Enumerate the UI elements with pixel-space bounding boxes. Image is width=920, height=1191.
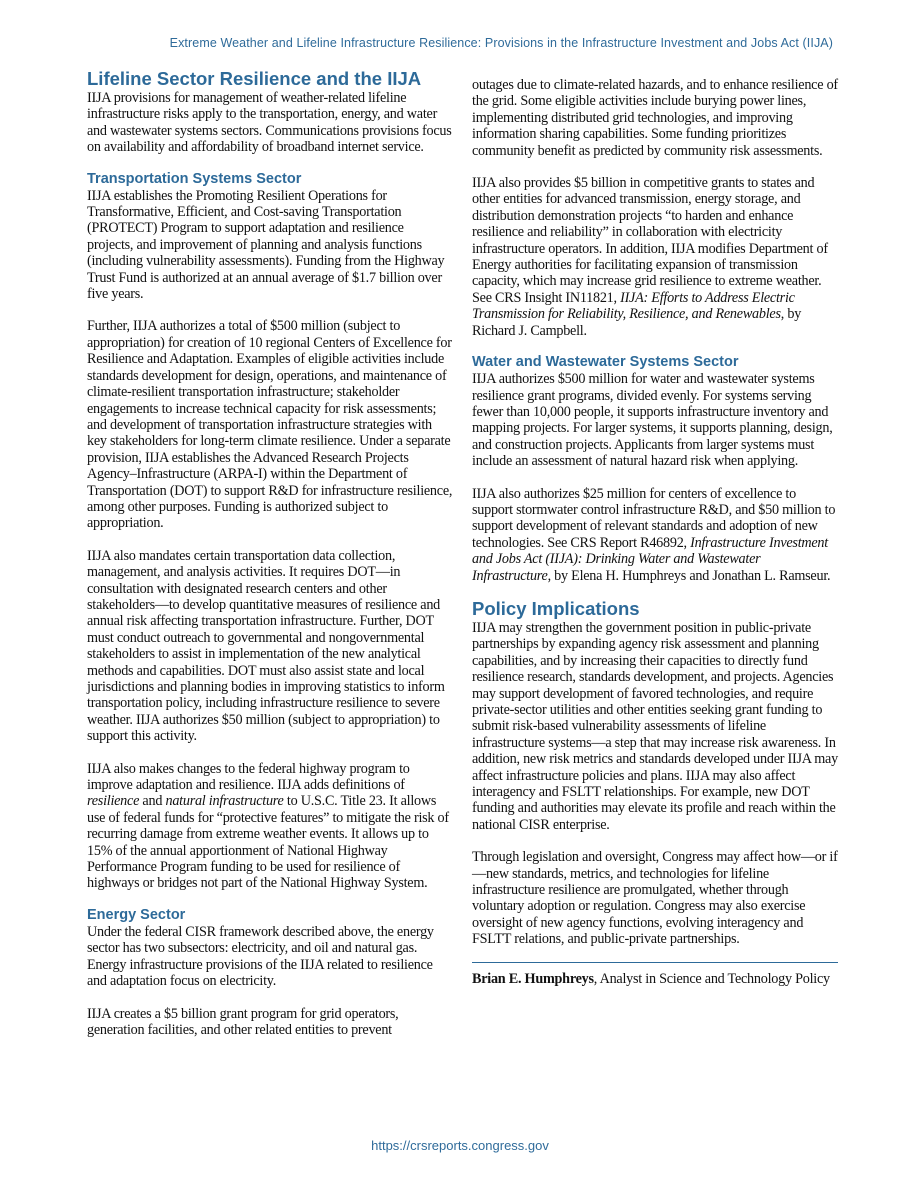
t4-text-a: IIJA also makes changes to the federal highway program to improve adaptation and resilience. IIJA adds definitions of <box>87 760 410 794</box>
policy-paragraph-2: Through legislation and oversight, Congress may affect how—or if—new standards, metrics, and technologies for lifeline infrastructure resilience are promulgated, whether through voluntary adoption or regulation. Congress may also exercise oversight of new agency functions, evolving interagency and FSLTT relations, and public-private partnerships. <box>472 849 838 948</box>
water-paragraph-1: IIJA authorizes $500 million for water and wastewater systems resilience grant programs, divided evenly. For systems serving fewer than 10,000 people, it supports infrastructure inventory and mapping projects. For larger systems, it supports planning, design, and construction projects. Applicants from larger systems must include an assessment of natural hazard risk when applying. <box>472 371 833 470</box>
w2-text-b: , by Elena H. Humphreys and Jonathan L. Ramseur. <box>547 567 831 584</box>
energy-paragraph-2: IIJA creates a $5 billion grant program for grid operators, generation facilities, and other related entities to prevent <box>87 1005 399 1038</box>
author-line <box>472 971 838 987</box>
t4-text-b: to U.S.C. Title 23. It allows use of federal funds for “protective features” to mitigate the risk of recurring damage from extreme weather events. It allows up to 15% of the annual apportionment of National Highway Performance Program funding to be used for resilience of highways or bridges not part of the National Highway System. <box>87 793 449 892</box>
author-divider <box>472 962 838 963</box>
water-paragraph-2 <box>472 486 838 584</box>
subheading-water: Water and Wastewater Systems Sector <box>472 354 739 371</box>
energy-paragraph-3 <box>472 175 838 339</box>
e3-insight-title: IIJA: Efforts to Address Electric Transmission for Reliability, Resilience, and Renewables <box>472 289 795 323</box>
footer-url-link[interactable]: https://crsreports.congress.gov <box>371 1138 549 1153</box>
transport-paragraph-2: Further, IIJA authorizes a total of $500 million (subject to appropriation) for creation of 10 regional Centers of Excellence for Resilience and Adaptation. Examples of eligible activities include standards development for design, operations, and maintenance of climate-resilient transportation infrastructure; stakeholder engagements to increase technical capacity for risk assessments; and development of transportation infrastructure strategies with key stakeholders for long-term climate resilience. Under a separate provision, IIJA establishes the Advanced Research Projects Agency–Infrastructure (ARPA-I) within the Department of Transportation (DOT) to support R&D for infrastructure resilience, among other purposes. Funding is authorized subject to appropriation. <box>87 318 453 532</box>
left-column <box>87 68 453 1038</box>
section-heading-lifeline: Lifeline Sector Resilience and the IIJA <box>87 68 422 89</box>
energy-paragraph-1: Under the federal CISR framework described above, the energy sector has two subsectors: electricity, and oil and natural gas. Energy infrastructure provisions of the IIJA related to resilience and adaptation focus on electricity. <box>87 923 434 990</box>
energy-paragraph-2-cont: outages due to climate-related hazards, and to enhance resilience of the grid. Some eligible activities include burying power lines, implementing distributed grid technologies, and improving information sharing capabilities. Some funding prioritizes community benefit as predicted by community risk assessments. <box>472 77 838 159</box>
author-role: , Analyst in Science and Technology Policy <box>593 970 830 987</box>
right-column <box>472 77 838 987</box>
subheading-energy: Energy Sector <box>87 906 186 923</box>
author-name: Brian E. Humphreys <box>472 970 594 987</box>
e3-text-b: , by Richard J. Campbell. <box>472 306 802 339</box>
transport-paragraph-3: IIJA also mandates certain transportation data collection, management, and analysis activities. It requires DOT—in consultation with designated research centers and other stakeholders—to develop quantitative measures of resilience and annual risk affecting transportation infrastructure. Further, DOT must conduct outreach to governmental and nongovernmental stakeholders to assist in implementation of the new analytical methods and capabilities. DOT must also assist state and local jurisdictions and planning bodies in improving statistics to inform transportation policy, including infrastructure resilience to severe weather. IIJA authorizes $50 million (subject to appropriation) to support this activity. <box>87 547 445 745</box>
transport-paragraph-4 <box>87 761 453 892</box>
section-heading-policy: Policy Implications <box>472 597 640 619</box>
t4-text-and: and <box>142 793 163 810</box>
e3-text-a: IIJA also provides $5 billion in competitive grants to states and other entities for advanced transmission, energy storage, and distribution demonstration projects “to harden and enhance resilience and reliability” in collaboration with electricity infrastructure operators. In addition, IIJA modifies Department of Energy authorities for facilitating expansion of transmission capacity, which may increase grid resilience to extreme weather. See CRS Insight IN11821, <box>472 175 828 306</box>
subheading-transportation: Transportation Systems Sector <box>87 170 302 187</box>
running-header: Extreme Weather and Lifeline Infrastructure Resilience: Provisions in the Infrastructure Investment and Jobs Act (IIJA) <box>169 36 833 50</box>
transport-paragraph-1: IIJA establishes the Promoting Resilient Operations for Transformative, Efficient, and Cost-saving Transportation (PROTECT) Program to support adaptation and resilience projects, and improvement of planning and analysis functions (including vulnerability assessments). Funding from the Highway Trust Fund is authorized at an annual average of $1.7 billion over five years. <box>87 187 445 303</box>
t4-term-resilience: resilience <box>87 793 140 810</box>
policy-paragraph-1: IIJA may strengthen the government position in public-private partnerships by expanding agency risk assessment and planning capabilities, and by increasing their capacities to directly fund resilience research, standards development, and projects. Agencies may support development of favored technologies, and require private-sector utilities and other entities seeking grant funding to submit risk-based vulnerability assessments of lifeline infrastructure systems—a step that may increase risk awareness. In addition, new risk metrics and standards developed under IIJA may affect infrastructure policies and plans. IIJA may also affect interagency and FSLTT relationships. For example, new DOT funding and authorities may elevate its profile and reach within the national CISR enterprise. <box>472 619 838 833</box>
w2-report-title: Infrastructure Investment and Jobs Act (IIJA): Drinking Water and Wastewater Infrastructure <box>472 534 828 584</box>
intro-paragraph: IIJA provisions for management of weather-related lifeline infrastructure risks apply to the transportation, energy, and water and wastewater systems sectors. Communications provisions focus on availability and affordability of broadband internet service. <box>87 90 452 156</box>
w2-text-a: IIJA also authorizes $25 million for centers of excellence to support stormwater control infrastructure R&D, and $50 million to support development of relevant standards and adoption of new technologies. See CRS Report R46892, <box>472 485 836 551</box>
t4-term-natural-infrastructure: natural infrastructure <box>165 793 284 810</box>
